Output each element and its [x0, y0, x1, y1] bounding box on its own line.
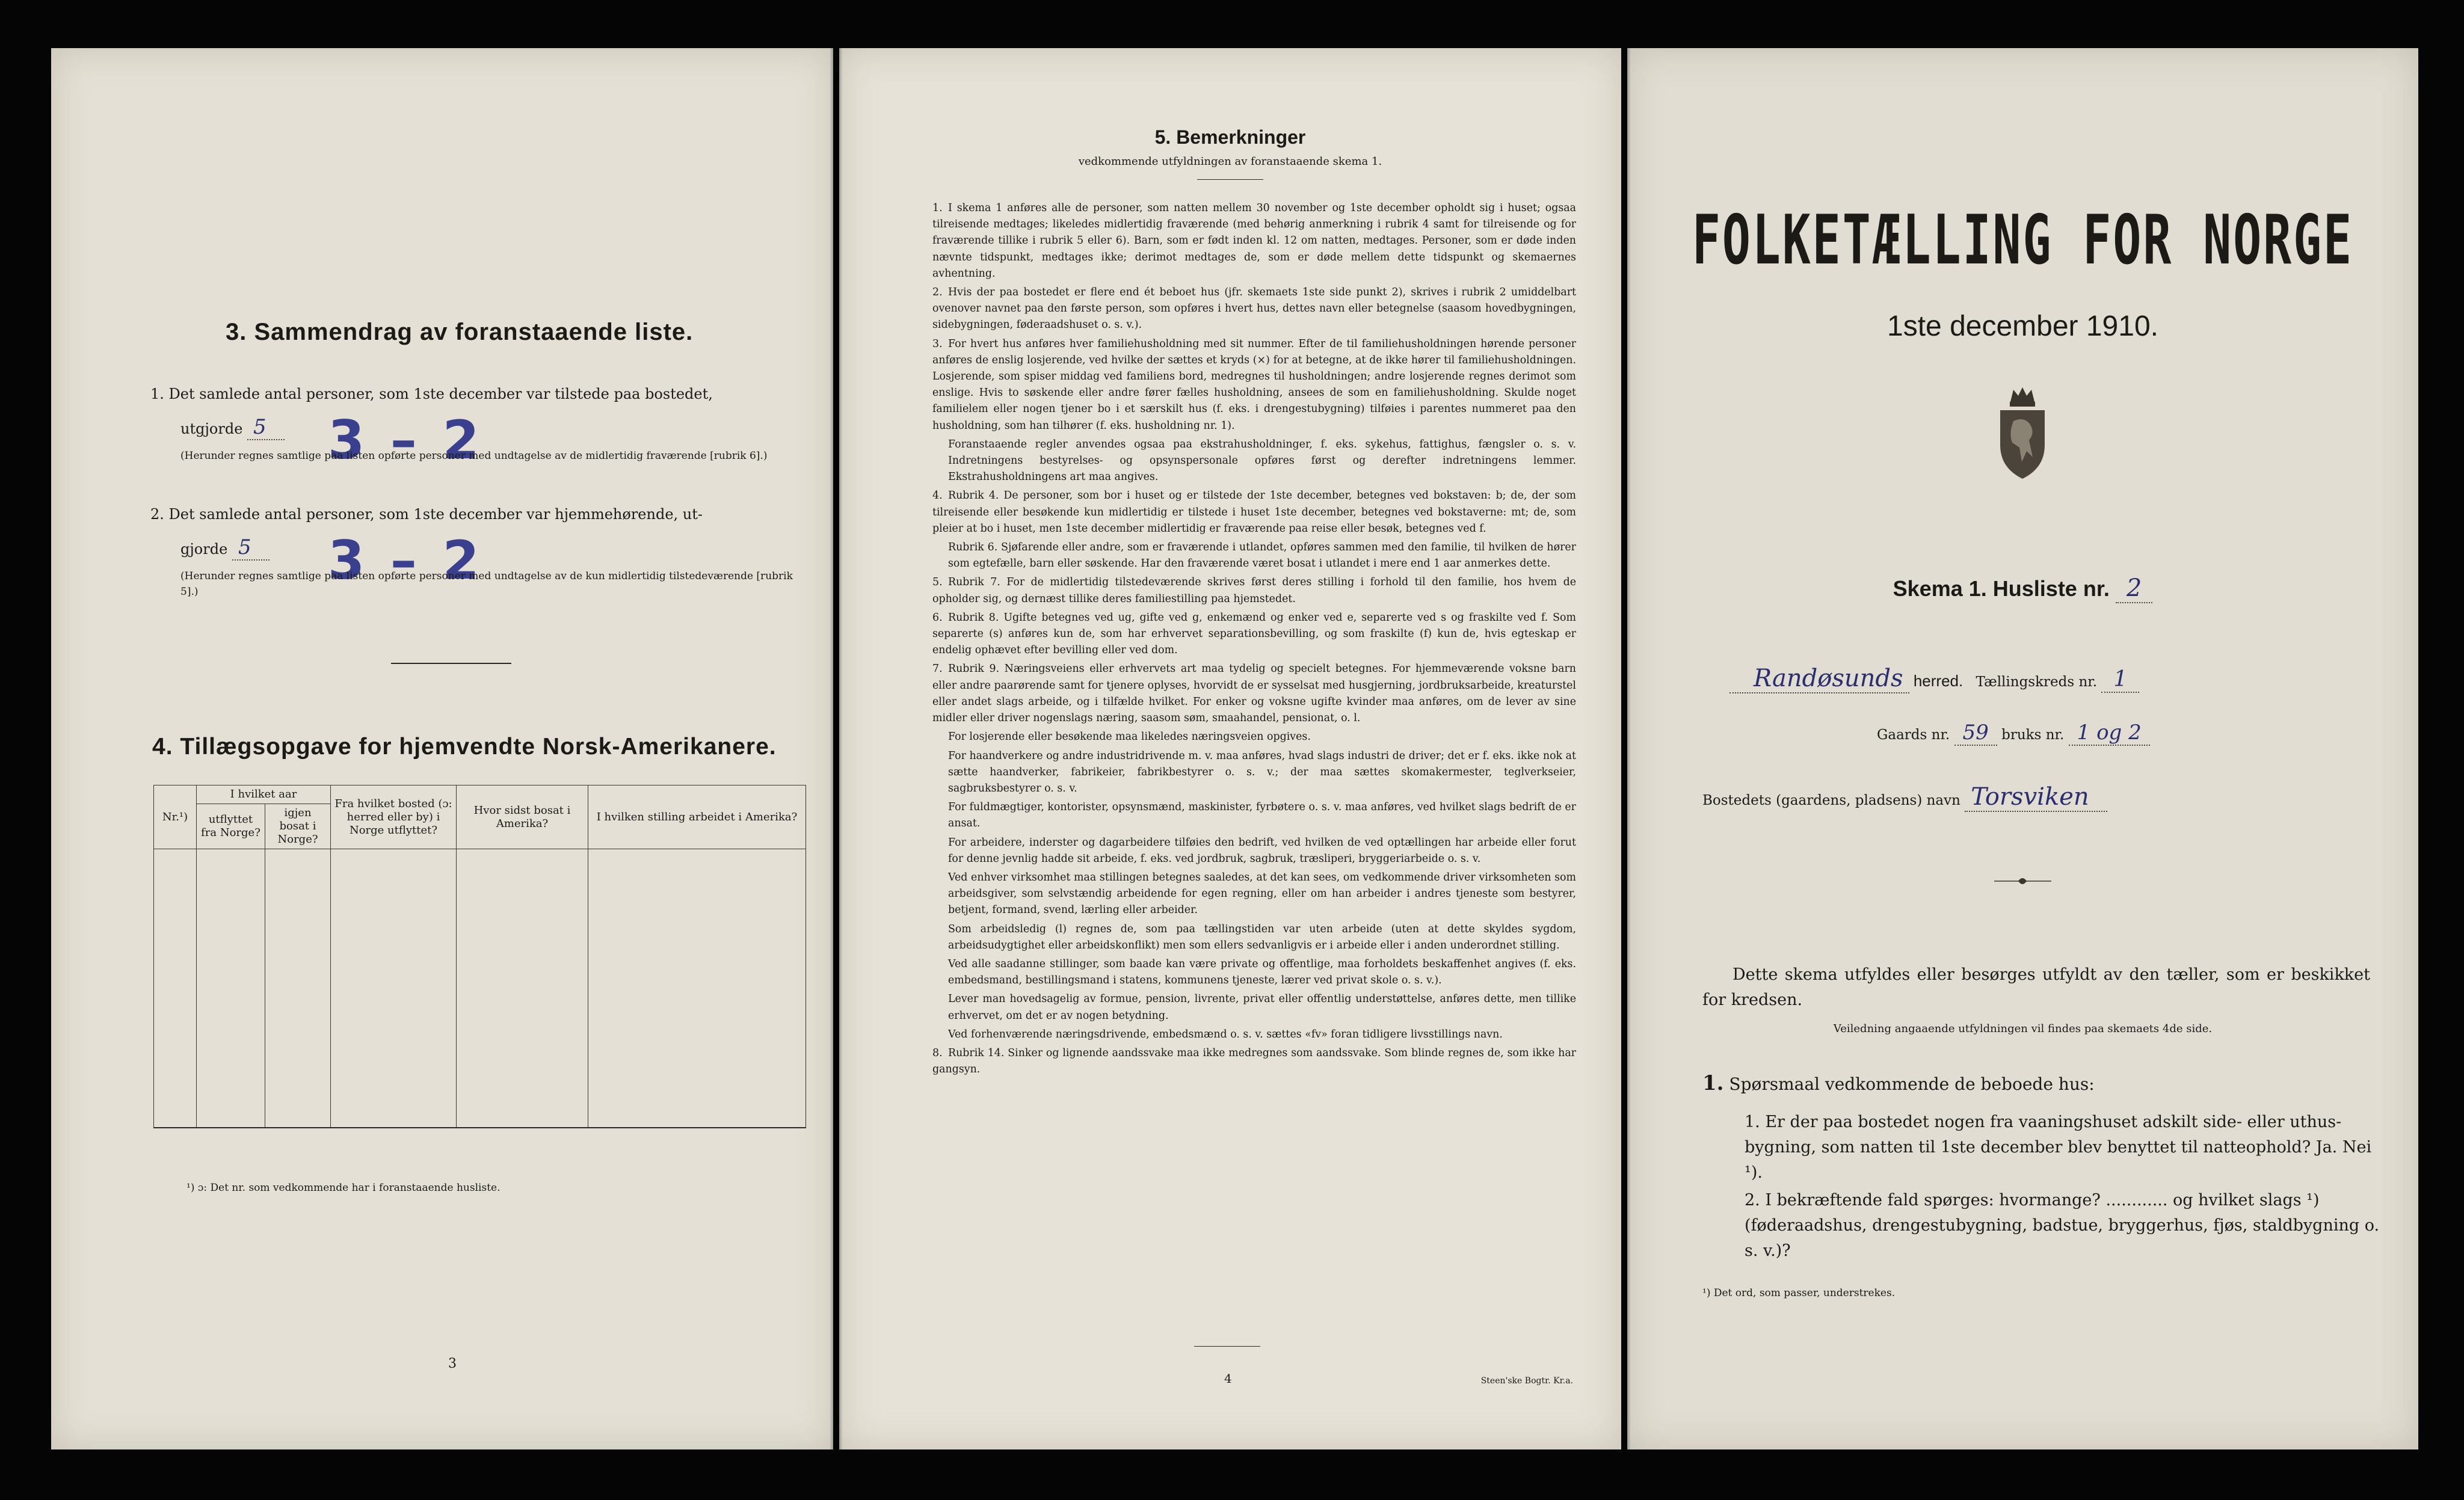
remark-text: Ved forhenværende næringsdrivende, embedsmænd o. s. v. sættes «fv» foran tidligere livsstillings navn.: [948, 1028, 1503, 1040]
remark-paragraph: [932, 921, 1576, 954]
q2-answer-line: [180, 535, 270, 561]
remark-text: Rubrik 6. Sjøfarende eller andre, som er fraværende i utlandet, opføres sammen med den familie, til hvilken de hører som egtefælle, barn eller søskende. Har den fraværende været bosat i utlandet i mere end 1 aar anmerkes dette.: [948, 541, 1576, 570]
remark-paragraph: [932, 574, 1576, 607]
intro-text: Dette skema utfyldes eller besørges utfyldt av den tæller, som er beskikket for kredsen.: [1702, 965, 2370, 1009]
gaards-number: 59: [1954, 721, 1997, 746]
remark-text: For fuldmægtiger, kontorister, opsynsmænd, maskinister, fyrbøtere o. s. v. maa anføres, ved hvilket slags bedrift de er ansat.: [948, 801, 1576, 830]
remark-text: For haandverkere og andre industridrivende m. v. maa anføres, hvad slags industri de driver; det er f. eks. ikke nok at sætte haandverker, fabrikeier, fabrikbestyrer o. s. v.; der maa sættes skomakermester, teglverkseier, sagbruksbestyrer o. s. v.: [948, 749, 1576, 795]
table-row: [154, 988, 806, 1034]
remark-paragraph: [932, 437, 1576, 486]
remark-paragraph: [932, 870, 1576, 919]
bemerkninger-title: 5. Bemerkninger: [1154, 126, 1306, 148]
page-number: 4: [1224, 1371, 1232, 1386]
remark-number: 2.: [932, 286, 943, 299]
remark-number: 8.: [932, 1047, 943, 1059]
remark-text: For losjerende eller besøkende maa likeledes næringsveien opgives.: [948, 731, 1311, 743]
summary-question-1: 1. Det samlede antal personer, som 1ste december var tilstede paa bostedet,: [150, 386, 713, 402]
remark-text: Ved enhver virksomhet maa stillingen betegnes saaledes, at det kan sees, om vedkommende driver virksomheten som arbeidsgiver, som selvstændig arbeidende for egen regning, eller om han arbeider i andres tjeneste som bestyrer, betjent, formand, svend, lærling eller arbeider.: [948, 871, 1576, 917]
remark-paragraph: [932, 799, 1576, 832]
remark-text: Foranstaaende regler anvendes ogsaa paa ekstrahusholdninger, f. eks. sykehus, fattighus, fængsler o. s. v. Indretningens bestyrelses- og opsynspersonale opføres først og derefter indretningens lemmer. Ekstrahusholdningens art maa angives.: [948, 438, 1576, 484]
q1-answer-value: 5: [247, 415, 285, 440]
bosted-label: Bostedets (gaardens, pladsens) navn: [1702, 793, 1960, 808]
page-crease: [839, 48, 843, 1449]
herred-name: Randøsunds: [1729, 665, 1909, 693]
col-sidst-bosat: Hvor sidst bosat i Amerika?: [457, 785, 588, 849]
bemerkninger-subtitle: vedkommende utfyldningen av foranstaaende skema 1.: [1078, 155, 1382, 168]
bosted-line: [1702, 783, 2107, 812]
remark-number: 3.: [932, 337, 943, 350]
remark-paragraph: [932, 729, 1576, 745]
herred-line: [1729, 665, 2139, 693]
remark-paragraph: [932, 539, 1576, 572]
gaards-label: Gaards nr.: [1877, 727, 1950, 743]
remark-paragraph: [932, 1045, 1576, 1078]
kreds-number: 1: [2101, 667, 2139, 693]
remark-text: Rubrik 14. Sinker og lignende aandssvake maa ikke medregnes som aandssvake. Som blinde regnes de, som ikke har gangsyn.: [932, 1047, 1576, 1076]
remark-paragraph: [932, 200, 1576, 282]
page-4: [839, 48, 1621, 1449]
norsk-amerikanere-table: [153, 785, 806, 1128]
remark-text: Hvis der paa bostedet er flere end ét beboet hus (jfr. skemaets 1ste side punkt 2), skrives i rubrik 2 umiddelbart ovenover navnet paa den første person, som opføres i hvert hus, dettes navn eller betegnelse (saasom hovedbygningen, sidebygningen, føderaadshuset o. s. v.).: [932, 286, 1576, 331]
q1-handwritten-correction: 3 – 2: [328, 409, 483, 471]
remark-number: 5.: [932, 576, 943, 589]
remark-paragraph: [932, 748, 1576, 798]
table-row: [154, 896, 806, 942]
house-question-2: 2. I bekræftende fald spørges: hvormange? ............ og hvilket slags ¹) (føderaadshus, drengestubygning, badstue, bryggerhus, fjøs, staldbygning o. s. v.)?: [1745, 1191, 2380, 1260]
house-question-1: 1. Er der paa bostedet nogen fra vaaningshuset adskilt side- eller uthus-bygning, som natten til 1ste december blev benyttet til natteophold? Ja. Nei ¹).: [1745, 1113, 2372, 1182]
remark-number: 1.: [932, 202, 943, 214]
skema-label: Skema 1. Husliste nr.: [1893, 576, 2110, 601]
q1-note: (Herunder regnes samtlige paa listen opførte personer med undtagelse av de midlertidig fraværende [rubrik 6].): [180, 450, 768, 462]
remark-paragraph: [932, 956, 1576, 989]
remark-paragraph: [932, 336, 1576, 434]
remark-text: Rubrik 7. For de midlertidig tilstedeværende skrives først deres stilling i forhold til den familie, hos hvem de opholder sig, og dernæst tillike deres familiestilling paa hjemstedet.: [932, 576, 1576, 605]
gaards-line: [1877, 721, 2150, 746]
bruks-label: bruks nr.: [2001, 727, 2065, 743]
col-fra-bosted: Fra hvilket bosted (ɔ: herred eller by) i Norge utflyttet?: [331, 785, 457, 849]
page-3: [51, 48, 833, 1449]
remark-text: Rubrik 9. Næringsveiens eller erhvervets art maa tydelig og specielt betegnes. For hjemmeværende voksne barn eller andre paarørende samt for tjenere oplyses, hvorvidt de er sysselsat med husgjerning, jordbruksarbeide, kreaturstel eller andet slags arbeide, og i tilfælde hvilket. For enker og voksne ugifte kvinder maa anføres, om de lever av sine midler eller driver nogenslags næring, saasom søm, smaahandel, pensionat, o. l.: [932, 663, 1576, 725]
remark-text: Rubrik 8. Ugifte betegnes ved ug, gifte ved g, enkemænd og enker ved e, separerte ved s og fraskilte ved f. Som separerte (s) anføres kun de, som har erhvervet separationsbevilling, og som fraskilte (f) kun de, hvis egteskap er endelig ophævet efter bevilling eller ved dom.: [932, 611, 1576, 657]
remark-paragraph: [932, 991, 1576, 1024]
table-row: [154, 1034, 806, 1081]
kreds-label: Tællingskreds nr.: [1976, 674, 2098, 690]
remark-number: 7.: [932, 663, 943, 675]
bosted-name: Torsviken: [1965, 783, 2107, 812]
page-crease: [830, 48, 833, 1449]
divider: [1197, 179, 1263, 180]
bemerkninger-body: [932, 200, 1576, 1080]
col-stilling: I hvilken stilling arbeidet i Amerika?: [588, 785, 806, 849]
col-hvilket-aar: I hvilket aar: [197, 785, 331, 804]
census-date: 1ste december 1910.: [1887, 310, 2158, 342]
q2-gjorde-label: gjorde: [180, 541, 228, 558]
q1-answer-line: [180, 415, 285, 441]
questions-header: 1. Spørsmaal vedkommende de beboede hus:: [1702, 1071, 2095, 1095]
remark-paragraph: [932, 610, 1576, 659]
cover-footnote: ¹) Det ord, som passer, understrekes.: [1702, 1287, 1896, 1299]
page-number: 3: [448, 1356, 457, 1371]
q1-utgjorde-label: utgjorde: [180, 420, 243, 437]
remark-paragraph: [932, 661, 1576, 727]
table-row: [154, 1081, 806, 1128]
summary-question-2: 2. Det samlede antal personer, som 1ste december var hjemmehørende, ut-: [150, 506, 703, 523]
printer-imprint: Steen'ske Bogtr. Kr.a.: [1480, 1376, 1573, 1386]
remark-text: Som arbeidsledig (l) regnes de, som paa tællingstiden var uten arbeide (uten at dette skyldes sygdom, arbeidsudygtighet eller arbeidskonflikt) men som ellers sedvanligvis er i arbeide eller i anden underordnet stilling.: [948, 923, 1576, 951]
veiledning-text: Veiledning angaaende utfyldningen vil findes paa skemaets 4de side.: [1833, 1022, 2213, 1035]
q2-answer-value: 5: [232, 535, 270, 561]
husliste-number: 2: [2116, 574, 2152, 603]
remark-number: 4.: [932, 490, 943, 502]
section-3-title: 3. Sammendrag av foranstaaende liste.: [226, 319, 694, 345]
remark-paragraph: [932, 835, 1576, 867]
remark-text: Ved alle saadanne stillinger, som baade kan være private og offentlige, maa forholdets beskaffenhet angives (f. eks. embedsmand, bestillingsmand i statens, kommunens tjeneste, lærer ved privat skole o. s. v.).: [948, 957, 1576, 987]
table-row: [154, 942, 806, 988]
divider: [1194, 1346, 1260, 1347]
table-footnote: ¹) ɔ: Det nr. som vedkommende har i foranstaaende husliste.: [186, 1182, 500, 1194]
remark-paragraph: [932, 284, 1576, 334]
col-nr: Nr.¹): [154, 785, 197, 849]
remark-paragraph: [932, 488, 1576, 537]
section-4-title: 4. Tillægsopgave for hjemvendte Norsk-Amerikanere.: [152, 734, 777, 760]
remark-text: I skema 1 anføres alle de personer, som natten mellem 30 november og 1ste december opholdt sig i huset; ogsaa tilreisende medtages; likeledes midlertidig fraværende (med behørig anmerkning i rubrik 4 samt for tilreisende og for fraværende tillike i rubrik 5 eller 6). Barn, som er født inden kl. 12 om natten, medtages. Personer, som er døde inden nævnte tidspunkt, medtages ikke; derimot medtages de, som er døde mellem dette tidspunkt og skemaernes avhentning.: [932, 202, 1576, 280]
remark-paragraph: [932, 1027, 1576, 1043]
col-utflyttet: utflyttet fra Norge?: [197, 804, 265, 849]
remark-text: Rubrik 4. De personer, som bor i huset og er tilstede der 1ste december, betegnes ved bokstaven: b; de, der som tilreisende eller besøkende kun midlertidig er tilstede i huset 1ste december, betegnes ved bokstaverne: mt; de, som pleier at bo i huset, men 1ste december midlertidig er fraværende paa reise eller besøk, betegnes ved f.: [932, 490, 1576, 535]
col-igjen-bosat: igjen bosat i Norge?: [265, 804, 331, 849]
ornament-icon: [1994, 874, 2051, 888]
cover-page: [1627, 48, 2418, 1449]
skema-heading: [1627, 574, 2418, 603]
remark-text: For hvert hus anføres hver familiehusholdning med sit nummer. Efter de til familiehusholdningen hørende personer anføres de enslig losjerende, ved hvilke der sættes et kryds (×) for at betegne, at de ikke hører til familiehusholdningen. Losjerende, som spiser middag ved familiens bord, medregnes til husholdningen; andre losjerende regnes derimot som enslige. Hvis to søskende eller andre fører fælles husholdning, ansees de som en familiehusholdning. Skulde noget familielem eller nogen tjener bo i et særskilt hus (f. eks. i drengestubygning) tilføies i parentes nummeret paa den husholdning, som han tilhører (f. eks. husholdning nr. 1).: [932, 337, 1576, 432]
remark-text: Lever man hovedsagelig av formue, pension, livrente, privat eller offentlig understøttelse, anføres dette, men tillike erhvervet, om det er av nogen betydning.: [948, 993, 1576, 1022]
divider: [391, 663, 511, 664]
census-title: FOLKETÆLLING FOR NORGE: [1692, 201, 2354, 280]
questions-header-text: Spørsmaal vedkommende de beboede hus:: [1729, 1074, 2095, 1094]
q2-note: (Herunder regnes samtlige paa listen opførte personer med undtagelse av de kun midlertidig tilstedeværende [rubrik 5].): [180, 570, 793, 598]
norway-coat-of-arms-icon: [1995, 385, 2050, 481]
remark-number: 6.: [932, 611, 943, 624]
table-row: [154, 849, 806, 896]
remark-text: For arbeidere, inderster og dagarbeidere tilføies den bedrift, ved hvilken de ved optællingen har arbeide eller forut for denne jevnlig hadde sit arbeide, f. eks. ved jordbruk, sagbruk, træsliperi, bryggeriarbeide o. s. v.: [948, 836, 1576, 865]
herred-label: herred.: [1913, 672, 1964, 690]
bruks-number: 1 og 2: [2069, 721, 2150, 746]
q2-handwritten-correction: 3 – 2: [328, 529, 483, 591]
page-crease: [1627, 48, 1631, 1449]
